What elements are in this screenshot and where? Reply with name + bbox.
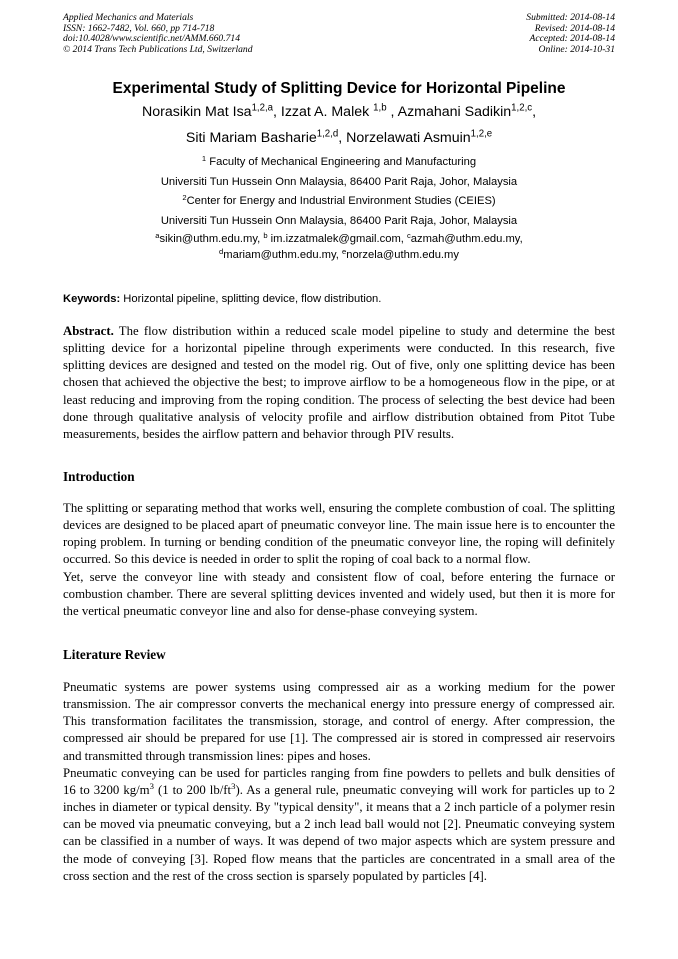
literature-review-body: [63, 679, 615, 885]
affil-sup: 1: [201, 153, 207, 163]
abstract-label: Abstract.: [63, 324, 114, 338]
journal-copyright: © 2014 Trans Tech Publications Ltd, Switzerland: [63, 43, 253, 55]
introduction-body: [63, 500, 615, 620]
author-name: , Azmahani Sadikin: [386, 104, 512, 120]
author-affil-sup: 1,2,c: [511, 102, 533, 114]
literature-review-heading: Literature Review: [63, 647, 166, 662]
affiliation-1-address: Universiti Tun Hussein Onn Malaysia, 86400 Parit Raja, Johor, Malaysia: [160, 175, 518, 188]
text-run: ). As a general rule, pneumatic conveying will work for particles up to 2 inches in diameter or typical density. By "typical density", it means that a 2 inch particle of a polymer resin can be moved via pneumatic conveying, but a 2 inch lead ball would not [2]. Pneumatic conveying system can be classified in a number of ways. It was depend of two major aspects which are system pressure and the mode of conveying [3]. Roped flow means that the particles are concentrated in a small area of the cross section and the rest of the cross section is sparsely populated by particles [4].: [63, 782, 616, 883]
paragraph: The splitting or separating method that works well, ensuring the complete combustion of coal. The splitting devices are designed to be placed apart of pneumatic conveyor line. The main issue here is to encounter the roping problem. In turning or bending condition of the pneumatic conveyor line, the roping will definitely occurred. So this device is needed in order to split the roping of coal back to a normal flow.: [63, 501, 615, 567]
email-sup: b: [263, 230, 268, 240]
author-affil-sup: 1,2,e: [470, 128, 493, 140]
author-affil-sup: 1,b: [373, 102, 387, 114]
keywords-text: Horizontal pipeline, splitting device, flow distribution.: [120, 293, 382, 305]
paper-title: Experimental Study of Splitting Device for Horizontal Pipeline: [112, 80, 566, 97]
author-name: Siti Mariam Basharie: [185, 130, 317, 146]
superscript: 3: [149, 781, 154, 792]
keywords-label: Keywords:: [63, 293, 121, 305]
email-sup: c: [406, 230, 411, 240]
abstract-text: The flow distribution within a reduced scale model pipeline to study and determine the best splitting device for a horizontal pipeline through experiments were conducted. In this research, five splitting devices are designed and tested on the model rig. Out of five, only one splitting device has been chosen that achieved the objective the best; to improve airflow to be a homogeneous flow in the pipe, or at least reducing and improving from the roping condition. The process of selecting the best device had been done through qualitative analysis of velocity profile and airflow distribution obtained from Pitot Tube measurements, besides the airflow pattern and behavior through PIV results.: [63, 324, 615, 441]
affiliation-2-address: Universiti Tun Hussein Onn Malaysia, 86400 Parit Raja, Johor, Malaysia: [160, 214, 518, 227]
superscript: 3: [231, 781, 236, 792]
author-name: , Izzat A. Malek: [273, 104, 374, 120]
author-name: , Norzelawati Asmuin: [338, 130, 471, 146]
email-link[interactable]: sikin@uthm.edu.my,: [159, 233, 264, 245]
email-link[interactable]: mariam@uthm.edu.my,: [223, 248, 342, 261]
email-sup: d: [219, 246, 224, 256]
author-separator: ,: [532, 104, 537, 120]
affil-text: Center for Energy and Industrial Environment Studies (CEIES): [186, 195, 496, 207]
keywords: [63, 292, 615, 306]
paragraph: Pneumatic systems are power systems using compressed air as a working medium for the power transmission. The air compressor converts the mechanical energy into pressure energy of compressed air. This transformation facilitates the transmission, storage, and control of energy. After compression, the compressed air should be prepared for use [1]. The compressed air is stored in compressed air reservoirs and transmitted through transmission lines: pipes and hoses.: [63, 680, 615, 763]
author-affil-sup: 1,2,d: [316, 128, 339, 140]
email-sup: a: [155, 230, 160, 240]
journal-doi[interactable]: doi:10.4028/www.scientific.net/AMM.660.714: [63, 33, 241, 45]
affil-sup: 2: [182, 192, 187, 202]
date-submitted: Submitted: 2014-08-14: [526, 12, 615, 23]
journal-name: Applied Mechanics and Materials: [63, 12, 194, 23]
journal-info: [63, 13, 253, 55]
abstract: [63, 323, 615, 443]
email-link[interactable]: norzela@uthm.edu.my: [346, 248, 459, 261]
email-sup: e: [341, 246, 347, 256]
abstract-paragraph: [63, 323, 615, 443]
email-link[interactable]: azmah@uthm.edu.my,: [410, 233, 523, 245]
author-line-2: [40, 126, 638, 150]
email-line-1: [40, 232, 638, 247]
introduction-heading: Introduction: [63, 469, 135, 484]
affil-text: Faculty of Mechanical Engineering and Manufacturing: [206, 156, 477, 168]
affiliation-2-name: [40, 192, 638, 212]
date-accepted: Accepted: 2014-08-14: [529, 33, 615, 45]
author-affil-sup: 1,2,a: [251, 102, 274, 114]
affiliation-1-name: [40, 153, 638, 173]
author-name: Norasikin Mat Isa: [141, 104, 252, 120]
email-link[interactable]: im.izzatmalek@gmail.com,: [267, 233, 407, 245]
email-line-2: [40, 248, 638, 263]
author-line-1: [40, 100, 638, 124]
title-block: [40, 79, 638, 262]
paragraph: Yet, serve the conveyor line with steady and consistent flow of coal, before entering the furnace or combustion chamber. There are several splitting devices invented and widely used, but then it is more for the vertical pneumatic conveyor line and also for dense-phase conveying system.: [63, 569, 615, 618]
paragraph: [63, 765, 615, 885]
text-run: Pneumatic conveying can be used for particles ranging from fine powders to pellets and bulk densities of 16 to 3200 kg/m: [63, 765, 615, 797]
date-revised: Revised: 2014-08-14: [534, 22, 615, 34]
text-run: (1 to 200 lb/ft: [153, 782, 232, 797]
submission-dates: [526, 13, 615, 55]
date-online: Online: 2014-10-31: [538, 43, 615, 55]
journal-issn: ISSN: 1662-7482, Vol. 660, pp 714-718: [63, 22, 215, 34]
